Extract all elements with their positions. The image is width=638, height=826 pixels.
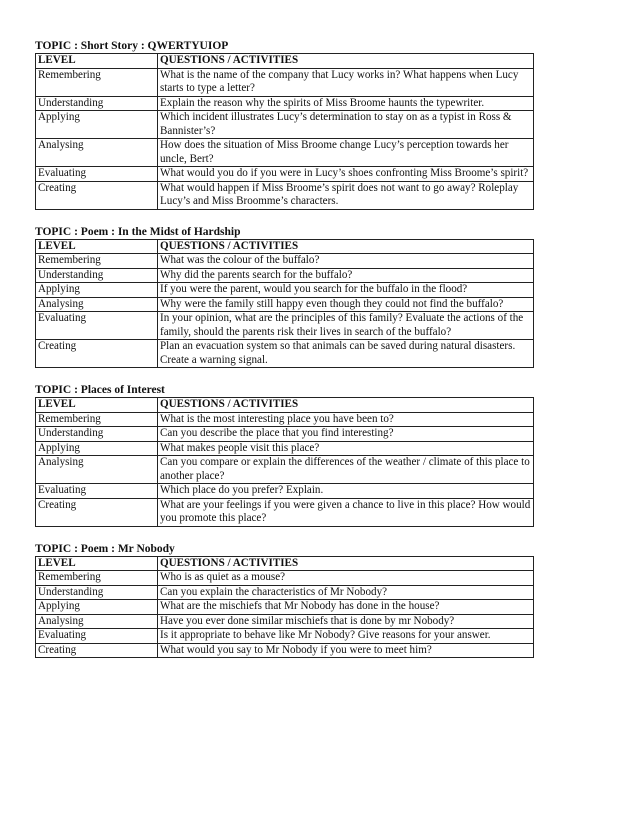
level-cell: Remembering [36,254,158,269]
table-row [36,254,534,269]
question-cell: Can you explain the characteristics of Mr Nobody? [158,585,534,600]
table-row [36,614,534,629]
topic-title: TOPIC : Places of Interest [35,384,165,396]
table-row [36,167,534,182]
level-cell: Applying [36,600,158,615]
level-cell: Analysing [36,456,158,484]
question-cell: What is the name of the company that Lucy works in? What happens when Lucy starts to type a letter? [158,68,534,96]
level-cell: Analysing [36,614,158,629]
table-row [36,283,534,298]
table-row [36,441,534,456]
level-column-header: LEVEL [36,239,158,254]
table-row [36,312,534,340]
question-cell: Who is as quiet as a mouse? [158,571,534,586]
level-column-header: LEVEL [36,556,158,571]
level-cell: Applying [36,441,158,456]
table-row [36,297,534,312]
table-row [36,427,534,442]
level-cell: Creating [36,498,158,526]
level-cell: Creating [36,181,158,209]
level-cell: Remembering [36,68,158,96]
table-row [36,456,534,484]
table-header-row [36,398,534,413]
questions-column-header: QUESTIONS / ACTIVITIES [158,398,534,413]
question-cell: What are the mischiefs that Mr Nobody has done in the house? [158,600,534,615]
document-page [35,40,533,674]
level-cell: Remembering [36,571,158,586]
topic-section-midst-of-hardship [35,226,533,369]
table-row [36,629,534,644]
questions-table [35,239,534,369]
question-cell: What would happen if Miss Broome’s spirit does not want to go away? Roleplay Lucy’s and Miss Broomme’s characters. [158,181,534,209]
level-cell: Creating [36,643,158,658]
table-header-row [36,239,534,254]
question-cell: What would you say to Mr Nobody if you were to meet him? [158,643,534,658]
level-column-header: LEVEL [36,54,158,69]
questions-table [35,53,534,210]
topic-title: TOPIC : Poem : In the Midst of Hardship [35,225,241,238]
question-cell: Which incident illustrates Lucy’s determination to stay on as a typist in Ross & Bannister’s? [158,111,534,139]
table-row [36,571,534,586]
question-cell: What makes people visit this place? [158,441,534,456]
question-cell: What would you do if you were in Lucy’s shoes confronting Miss Broome’s spirit? [158,167,534,182]
level-cell: Evaluating [36,629,158,644]
level-cell: Applying [36,111,158,139]
table-row [36,340,534,368]
table-row [36,484,534,499]
table-row [36,96,534,111]
question-cell: Why were the family still happy even though they could not find the buffalo? [158,297,534,312]
table-row [36,600,534,615]
question-cell: What was the colour of the buffalo? [158,254,534,269]
questions-column-header: QUESTIONS / ACTIVITIES [158,556,534,571]
level-cell: Analysing [36,139,158,167]
level-cell: Understanding [36,268,158,283]
question-cell: Why did the parents search for the buffalo? [158,268,534,283]
level-cell: Understanding [36,96,158,111]
table-row [36,585,534,600]
topic-section-mr-nobody [35,543,533,659]
table-row [36,268,534,283]
table-row [36,412,534,427]
question-cell: Can you compare or explain the differences of the weather / climate of this place to another place? [158,456,534,484]
question-cell: How does the situation of Miss Broome change Lucy’s perception towards her uncle, Bert? [158,139,534,167]
question-cell: Is it appropriate to behave like Mr Nobody? Give reasons for your answer. [158,629,534,644]
questions-column-header: QUESTIONS / ACTIVITIES [158,239,534,254]
table-header-row [36,556,534,571]
questions-table [35,556,534,659]
questions-table [35,397,534,527]
level-cell: Analysing [36,297,158,312]
level-cell: Understanding [36,427,158,442]
question-cell: Can you describe the place that you find interesting? [158,427,534,442]
table-row [36,111,534,139]
table-row [36,139,534,167]
table-row [36,181,534,209]
level-column-header: LEVEL [36,398,158,413]
level-cell: Remembering [36,412,158,427]
topic-title: TOPIC : Poem : Mr Nobody [35,542,175,555]
question-cell: Plan an evacuation system so that animals can be saved during natural disasters. Create a warning signal. [158,340,534,368]
level-cell: Creating [36,340,158,368]
question-cell: What is the most interesting place you have been to? [158,412,534,427]
level-cell: Understanding [36,585,158,600]
topic-section-places-of-interest [35,384,533,527]
question-cell: Which place do you prefer? Explain. [158,484,534,499]
question-cell: Have you ever done similar mischiefs that is done by mr Nobody? [158,614,534,629]
table-row [36,68,534,96]
question-cell: If you were the parent, would you search for the buffalo in the flood? [158,283,534,298]
topic-section-short-story [35,40,533,210]
level-cell: Evaluating [36,312,158,340]
level-cell: Evaluating [36,167,158,182]
table-row [36,643,534,658]
question-cell: In your opinion, what are the principles of this family? Evaluate the actions of the family, should the parents risk their lives in search of the buffalo? [158,312,534,340]
table-row [36,498,534,526]
questions-column-header: QUESTIONS / ACTIVITIES [158,54,534,69]
question-cell: Explain the reason why the spirits of Miss Broome haunts the typewriter. [158,96,534,111]
topic-title: TOPIC : Short Story : QWERTYUIOP [35,40,229,52]
level-cell: Applying [36,283,158,298]
question-cell: What are your feelings if you were given a chance to live in this place? How would you promote this place? [158,498,534,526]
table-header-row [36,54,534,69]
level-cell: Evaluating [36,484,158,499]
